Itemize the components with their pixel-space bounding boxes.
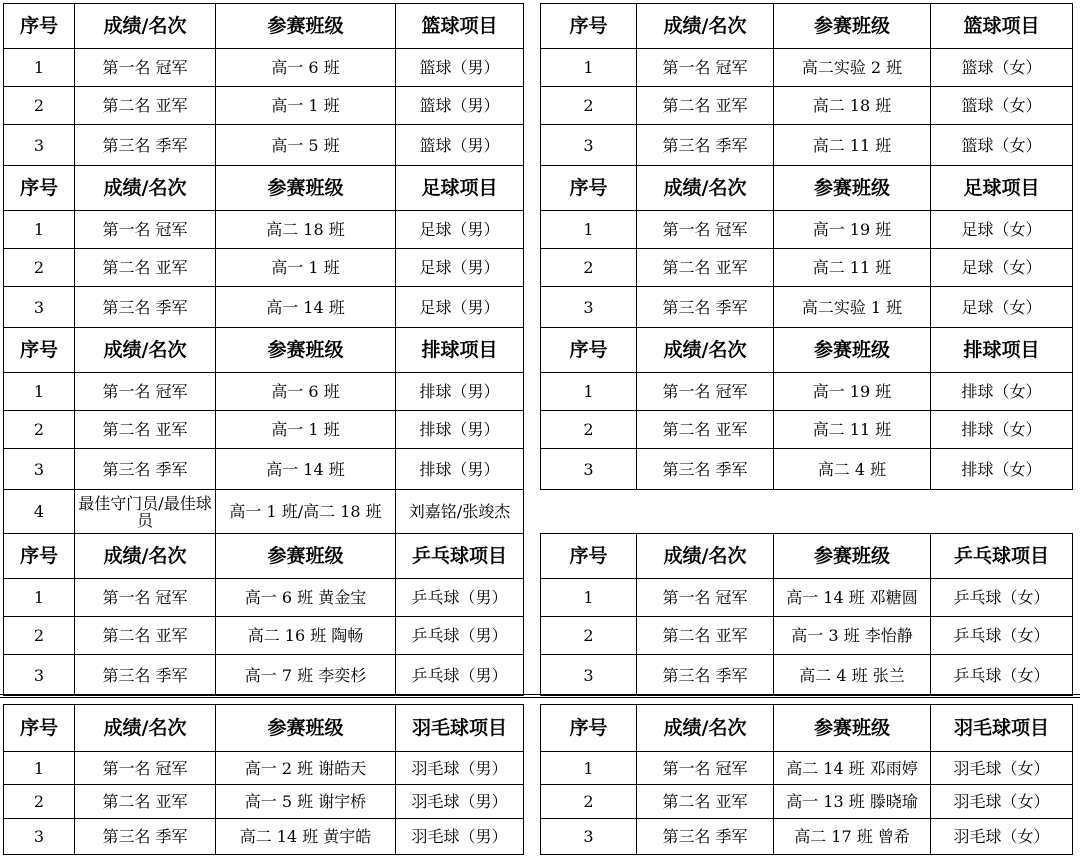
header-seq: 序号 bbox=[4, 166, 75, 211]
cell-rank: 第三名 季军 bbox=[75, 449, 216, 490]
cell-rank: 第一名 冠军 bbox=[75, 579, 216, 617]
cell-class: 高一 5 班 bbox=[216, 125, 396, 166]
cell-seq: 3 bbox=[541, 819, 637, 855]
cell-seq: 2 bbox=[541, 617, 637, 655]
cell-class: 高二实验 2 班 bbox=[774, 49, 931, 87]
cell-project: 足球（女） bbox=[931, 211, 1073, 249]
header-row bbox=[4, 534, 1073, 579]
header-class: 参赛班级 bbox=[774, 166, 931, 211]
cell-class: 高一 14 班 bbox=[216, 449, 396, 490]
cell-rank: 第一名 冠军 bbox=[637, 373, 774, 411]
header-project: 羽毛球项目 bbox=[396, 705, 524, 752]
cell-class: 高一 3 班 李怡静 bbox=[774, 617, 931, 655]
cell-seq: 3 bbox=[4, 449, 75, 490]
header-class: 参赛班级 bbox=[216, 328, 396, 373]
header-class: 参赛班级 bbox=[774, 705, 931, 752]
cell-seq: 2 bbox=[541, 249, 637, 287]
cell-class: 高二实验 1 班 bbox=[774, 287, 931, 328]
cell-seq: 2 bbox=[4, 249, 75, 287]
table-separator bbox=[0, 694, 1080, 698]
cell-seq: 2 bbox=[541, 785, 637, 819]
cell-class: 高二 11 班 bbox=[774, 249, 931, 287]
header-rank: 成绩/名次 bbox=[75, 705, 216, 752]
column-gap bbox=[524, 211, 541, 249]
header-rank: 成绩/名次 bbox=[637, 4, 774, 49]
cell-project: 乒乓球（男） bbox=[396, 579, 524, 617]
cell-project: 排球（女） bbox=[931, 411, 1073, 449]
column-gap bbox=[524, 785, 541, 819]
header-rank: 成绩/名次 bbox=[75, 534, 216, 579]
cell-class: 高二 14 班 邓雨婷 bbox=[774, 752, 931, 785]
cell-rank: 第一名 冠军 bbox=[637, 211, 774, 249]
cell-project: 足球（男） bbox=[396, 287, 524, 328]
cell-class: 高一 19 班 bbox=[774, 211, 931, 249]
cell-project: 篮球（女） bbox=[931, 49, 1073, 87]
header-project: 篮球项目 bbox=[396, 4, 524, 49]
header-project: 乒乓球项目 bbox=[396, 534, 524, 579]
table-row bbox=[4, 819, 1073, 855]
header-project: 足球项目 bbox=[931, 166, 1073, 211]
header-row bbox=[4, 328, 1073, 373]
cell-seq: 3 bbox=[541, 125, 637, 166]
cell-rank: 第一名 冠军 bbox=[75, 211, 216, 249]
header-seq: 序号 bbox=[541, 4, 637, 49]
awards-table-badminton bbox=[3, 704, 1073, 855]
empty-cell bbox=[931, 490, 1073, 534]
cell-project: 羽毛球（男） bbox=[396, 752, 524, 785]
cell-rank: 第三名 季军 bbox=[637, 655, 774, 696]
header-seq: 序号 bbox=[4, 328, 75, 373]
header-class: 参赛班级 bbox=[774, 328, 931, 373]
cell-rank: 第三名 季军 bbox=[637, 287, 774, 328]
cell-rank: 第一名 冠军 bbox=[75, 752, 216, 785]
cell-seq: 3 bbox=[541, 287, 637, 328]
cell-seq: 1 bbox=[541, 579, 637, 617]
header-project: 乒乓球项目 bbox=[931, 534, 1073, 579]
cell-class: 高二 17 班 曾希 bbox=[774, 819, 931, 855]
cell-project: 排球（男） bbox=[396, 373, 524, 411]
column-gap bbox=[524, 328, 541, 373]
header-rank: 成绩/名次 bbox=[75, 4, 216, 49]
cell-project: 足球（男） bbox=[396, 249, 524, 287]
cell-class: 高一 1 班 bbox=[216, 249, 396, 287]
column-gap bbox=[524, 249, 541, 287]
cell-rank: 第三名 季军 bbox=[637, 819, 774, 855]
cell-rank: 第三名 季军 bbox=[75, 287, 216, 328]
cell-project: 排球（女） bbox=[931, 449, 1073, 490]
header-rank: 成绩/名次 bbox=[637, 534, 774, 579]
cell-seq: 2 bbox=[4, 87, 75, 125]
column-gap bbox=[524, 411, 541, 449]
header-seq: 序号 bbox=[4, 534, 75, 579]
cell-project: 羽毛球（女） bbox=[931, 752, 1073, 785]
cell-seq: 1 bbox=[541, 49, 637, 87]
column-gap bbox=[524, 287, 541, 328]
column-gap bbox=[524, 655, 541, 696]
header-project: 羽毛球项目 bbox=[931, 705, 1073, 752]
cell-seq: 1 bbox=[541, 752, 637, 785]
cell-seq: 3 bbox=[4, 655, 75, 696]
table-row bbox=[4, 373, 1073, 411]
cell-class: 高二 14 班 黄宇皓 bbox=[216, 819, 396, 855]
cell-rank: 第三名 季军 bbox=[75, 819, 216, 855]
column-gap bbox=[524, 166, 541, 211]
cell-class: 高二 11 班 bbox=[774, 411, 931, 449]
cell-project: 篮球（男） bbox=[396, 49, 524, 87]
cell-project: 羽毛球（男） bbox=[396, 819, 524, 855]
header-rank: 成绩/名次 bbox=[75, 328, 216, 373]
header-seq: 序号 bbox=[4, 4, 75, 49]
cell-seq: 1 bbox=[4, 373, 75, 411]
cell-project: 羽毛球（女） bbox=[931, 819, 1073, 855]
header-row bbox=[4, 705, 1073, 752]
cell-class: 高一 13 班 滕晓瑜 bbox=[774, 785, 931, 819]
header-row bbox=[4, 4, 1073, 49]
column-gap bbox=[524, 49, 541, 87]
cell-project: 羽毛球（男） bbox=[396, 785, 524, 819]
cell-rank: 第二名 亚军 bbox=[637, 785, 774, 819]
cell-project: 乒乓球（女） bbox=[931, 579, 1073, 617]
cell-seq: 3 bbox=[541, 449, 637, 490]
cell-seq: 2 bbox=[4, 617, 75, 655]
cell-class: 高一 2 班 谢皓天 bbox=[216, 752, 396, 785]
table-row bbox=[4, 249, 1073, 287]
table-row bbox=[4, 125, 1073, 166]
cell-class: 高二 11 班 bbox=[774, 125, 931, 166]
table-row bbox=[4, 49, 1073, 87]
cell-class: 高二 4 班 bbox=[774, 449, 931, 490]
cell-seq: 2 bbox=[4, 411, 75, 449]
cell-seq: 1 bbox=[541, 373, 637, 411]
cell-class: 高一 14 班 邓糖圆 bbox=[774, 579, 931, 617]
cell-rank: 第二名 亚军 bbox=[75, 87, 216, 125]
table-row bbox=[4, 785, 1073, 819]
header-project: 排球项目 bbox=[396, 328, 524, 373]
table-row bbox=[4, 411, 1073, 449]
column-gap bbox=[524, 125, 541, 166]
cell-seq: 3 bbox=[4, 287, 75, 328]
cell-seq: 1 bbox=[4, 579, 75, 617]
column-gap bbox=[524, 705, 541, 752]
header-class: 参赛班级 bbox=[216, 534, 396, 579]
table-row bbox=[4, 287, 1073, 328]
table-row bbox=[4, 752, 1073, 785]
header-seq: 序号 bbox=[4, 705, 75, 752]
column-gap bbox=[524, 373, 541, 411]
table-row bbox=[4, 490, 1073, 534]
cell-project: 篮球（女） bbox=[931, 87, 1073, 125]
header-project: 篮球项目 bbox=[931, 4, 1073, 49]
cell-rank: 第一名 冠军 bbox=[637, 49, 774, 87]
cell-project: 篮球（男） bbox=[396, 125, 524, 166]
column-gap bbox=[524, 534, 541, 579]
cell-project: 排球（男） bbox=[396, 411, 524, 449]
column-gap bbox=[524, 4, 541, 49]
cell-rank: 第一名 冠军 bbox=[75, 373, 216, 411]
cell-class: 高一 19 班 bbox=[774, 373, 931, 411]
cell-project: 篮球（男） bbox=[396, 87, 524, 125]
column-gap bbox=[524, 617, 541, 655]
cell-project: 刘嘉铭/张竣杰 bbox=[396, 490, 524, 534]
cell-project: 足球（女） bbox=[931, 249, 1073, 287]
cell-rank: 第一名 冠军 bbox=[75, 49, 216, 87]
cell-seq: 2 bbox=[4, 785, 75, 819]
header-rank: 成绩/名次 bbox=[637, 166, 774, 211]
cell-project: 排球（女） bbox=[931, 373, 1073, 411]
column-gap bbox=[524, 819, 541, 855]
cell-seq: 2 bbox=[541, 411, 637, 449]
header-seq: 序号 bbox=[541, 705, 637, 752]
cell-rank: 第三名 季军 bbox=[637, 125, 774, 166]
table-row bbox=[4, 87, 1073, 125]
header-class: 参赛班级 bbox=[774, 4, 931, 49]
column-gap bbox=[524, 579, 541, 617]
cell-rank: 第二名 亚军 bbox=[75, 411, 216, 449]
cell-rank: 第二名 亚军 bbox=[75, 785, 216, 819]
cell-project: 篮球（女） bbox=[931, 125, 1073, 166]
table-row bbox=[4, 579, 1073, 617]
column-gap bbox=[524, 752, 541, 785]
header-class: 参赛班级 bbox=[216, 4, 396, 49]
table-row bbox=[4, 449, 1073, 490]
cell-seq: 2 bbox=[541, 87, 637, 125]
cell-seq: 1 bbox=[4, 752, 75, 785]
cell-seq: 3 bbox=[4, 125, 75, 166]
empty-cell bbox=[637, 490, 774, 534]
cell-seq: 1 bbox=[541, 211, 637, 249]
cell-class: 高一 7 班 李奕杉 bbox=[216, 655, 396, 696]
empty-cell bbox=[774, 490, 931, 534]
cell-project: 乒乓球（男） bbox=[396, 617, 524, 655]
cell-seq: 1 bbox=[4, 211, 75, 249]
header-class: 参赛班级 bbox=[216, 705, 396, 752]
cell-class: 高一 6 班 bbox=[216, 373, 396, 411]
cell-rank: 第一名 冠军 bbox=[637, 752, 774, 785]
header-row bbox=[4, 166, 1073, 211]
column-gap bbox=[524, 87, 541, 125]
cell-class: 高一 1 班 bbox=[216, 87, 396, 125]
header-seq: 序号 bbox=[541, 328, 637, 373]
cell-rank: 第二名 亚军 bbox=[637, 249, 774, 287]
cell-seq: 1 bbox=[4, 49, 75, 87]
cell-class: 高一 1 班 bbox=[216, 411, 396, 449]
cell-rank: 第三名 季军 bbox=[75, 655, 216, 696]
header-project: 排球项目 bbox=[931, 328, 1073, 373]
column-gap bbox=[524, 449, 541, 490]
awards-table-main bbox=[3, 3, 1073, 696]
cell-rank: 第三名 季军 bbox=[75, 125, 216, 166]
cell-rank: 第二名 亚军 bbox=[637, 617, 774, 655]
cell-class: 高二 18 班 bbox=[774, 87, 931, 125]
cell-rank: 第二名 亚军 bbox=[637, 87, 774, 125]
cell-class: 高一 5 班 谢宇桥 bbox=[216, 785, 396, 819]
cell-rank: 第一名 冠军 bbox=[637, 579, 774, 617]
cell-project: 乒乓球（男） bbox=[396, 655, 524, 696]
header-rank: 成绩/名次 bbox=[637, 705, 774, 752]
header-class: 参赛班级 bbox=[774, 534, 931, 579]
table-row bbox=[4, 617, 1073, 655]
cell-class: 高二 4 班 张兰 bbox=[774, 655, 931, 696]
cell-class: 高一 1 班/高二 18 班 bbox=[216, 490, 396, 534]
cell-class: 高一 6 班 bbox=[216, 49, 396, 87]
cell-project: 乒乓球（女） bbox=[931, 617, 1073, 655]
header-project: 足球项目 bbox=[396, 166, 524, 211]
header-class: 参赛班级 bbox=[216, 166, 396, 211]
cell-rank: 第二名 亚军 bbox=[637, 411, 774, 449]
table-row bbox=[4, 655, 1073, 696]
cell-seq: 3 bbox=[4, 819, 75, 855]
header-rank: 成绩/名次 bbox=[75, 166, 216, 211]
cell-class: 高一 6 班 黄金宝 bbox=[216, 579, 396, 617]
empty-cell bbox=[541, 490, 637, 534]
cell-seq: 4 bbox=[4, 490, 75, 534]
cell-rank: 第三名 季军 bbox=[637, 449, 774, 490]
table-row bbox=[4, 211, 1073, 249]
header-seq: 序号 bbox=[541, 166, 637, 211]
cell-class: 高二 16 班 陶畅 bbox=[216, 617, 396, 655]
cell-class: 高一 14 班 bbox=[216, 287, 396, 328]
cell-seq: 3 bbox=[541, 655, 637, 696]
cell-rank: 第二名 亚军 bbox=[75, 617, 216, 655]
cell-class: 高二 18 班 bbox=[216, 211, 396, 249]
cell-project: 足球（女） bbox=[931, 287, 1073, 328]
cell-project: 羽毛球（女） bbox=[931, 785, 1073, 819]
header-rank: 成绩/名次 bbox=[637, 328, 774, 373]
column-gap bbox=[524, 490, 541, 534]
cell-project: 足球（男） bbox=[396, 211, 524, 249]
cell-rank: 第二名 亚军 bbox=[75, 249, 216, 287]
cell-rank: 最佳守门员/最佳球员 bbox=[75, 490, 216, 534]
cell-project: 乒乓球（女） bbox=[931, 655, 1073, 696]
header-seq: 序号 bbox=[541, 534, 637, 579]
cell-project: 排球（男） bbox=[396, 449, 524, 490]
